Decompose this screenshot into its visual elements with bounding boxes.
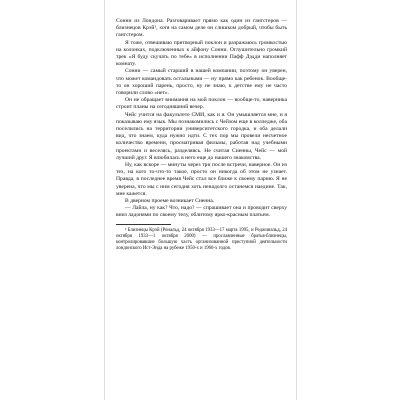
footnote-divider (116, 224, 171, 225)
paragraph: Сонни из Лондона. Разговаривает прямо как один из гангстеров — близнецов Крэй¹, хотя на самом деле он слишком добрый, чтобы быть гангстером. (116, 18, 287, 39)
book-page (104, 0, 297, 400)
paragraph: Он не обращает внимания на мой поклон — вообще-то, наверника строит планы на сегодняшний вечер. (116, 97, 287, 111)
paragraph: Ну, как вскоре — минуты через три после встречи, наверное. Он из тех, на кого то-что-то такое, просто он никогда об этом не узнает. Правда, в последнее время Чейс стал все ближе к своему парню. Я не уверена, что мы с ним сегодня хоть ненадолго останемся наедине. Так, мне кажется. (116, 162, 287, 197)
paragraph: — Лайла, ну как? Что, надо? — спрашивает она и проводит сверху вниз ладонями по своему телу, облитому ярко-красным платьем. (116, 205, 287, 219)
page-body (116, 18, 287, 252)
paragraph: Я тоже, отвешиваю притворный поклон и разражаюсь громкостью на колонках, подключенных к айфону Сонни. Оглушительно громкий трек «Я буду скучать по тебе» в исполнении Пафф Дэдди наполняет комнату. (116, 39, 287, 68)
paragraph: Чейс учится на факультете СМИ, как и я. Он умышляется мне, и я показываю ему язык. Мы познакомились с Чейзом еще в колледже, оба поселились на территории университетского городка, и оба делали вид, что знаем, куда нужно идти. С тех пор мы провели несчетное количество времени, просматривая фильмы, работая над учебными проектами и веселясь, разделяясь. Не считая Сиенны, Чейс — мой лучший друг. Я влюбилась в него еще до нашего знакомства. (116, 111, 287, 161)
footnote: ¹ Близнецы Крэй (Рональд, 24 октября 1933—17 марта 1995, и Реджинальд, 24 октября 1933—1 октября 2000) — прославленные братья-близнецы, контролировавшие большую часть организованной преступной деятельности лондонского Ист-Энда на рубеже 1950-х и 1960-х годов. (116, 227, 287, 251)
paragraph: Сонни — самый старший в нашей компании, поэтому он уверен, что может командовать остальными — ну прямо как ребенок. Вообще-то он хороший парень, просто, ну не знаю, к детстве ему не часто говорили слово «нет». (116, 68, 287, 97)
paragraph: В дверном проеме возникает Сиенна. (125, 198, 215, 205)
